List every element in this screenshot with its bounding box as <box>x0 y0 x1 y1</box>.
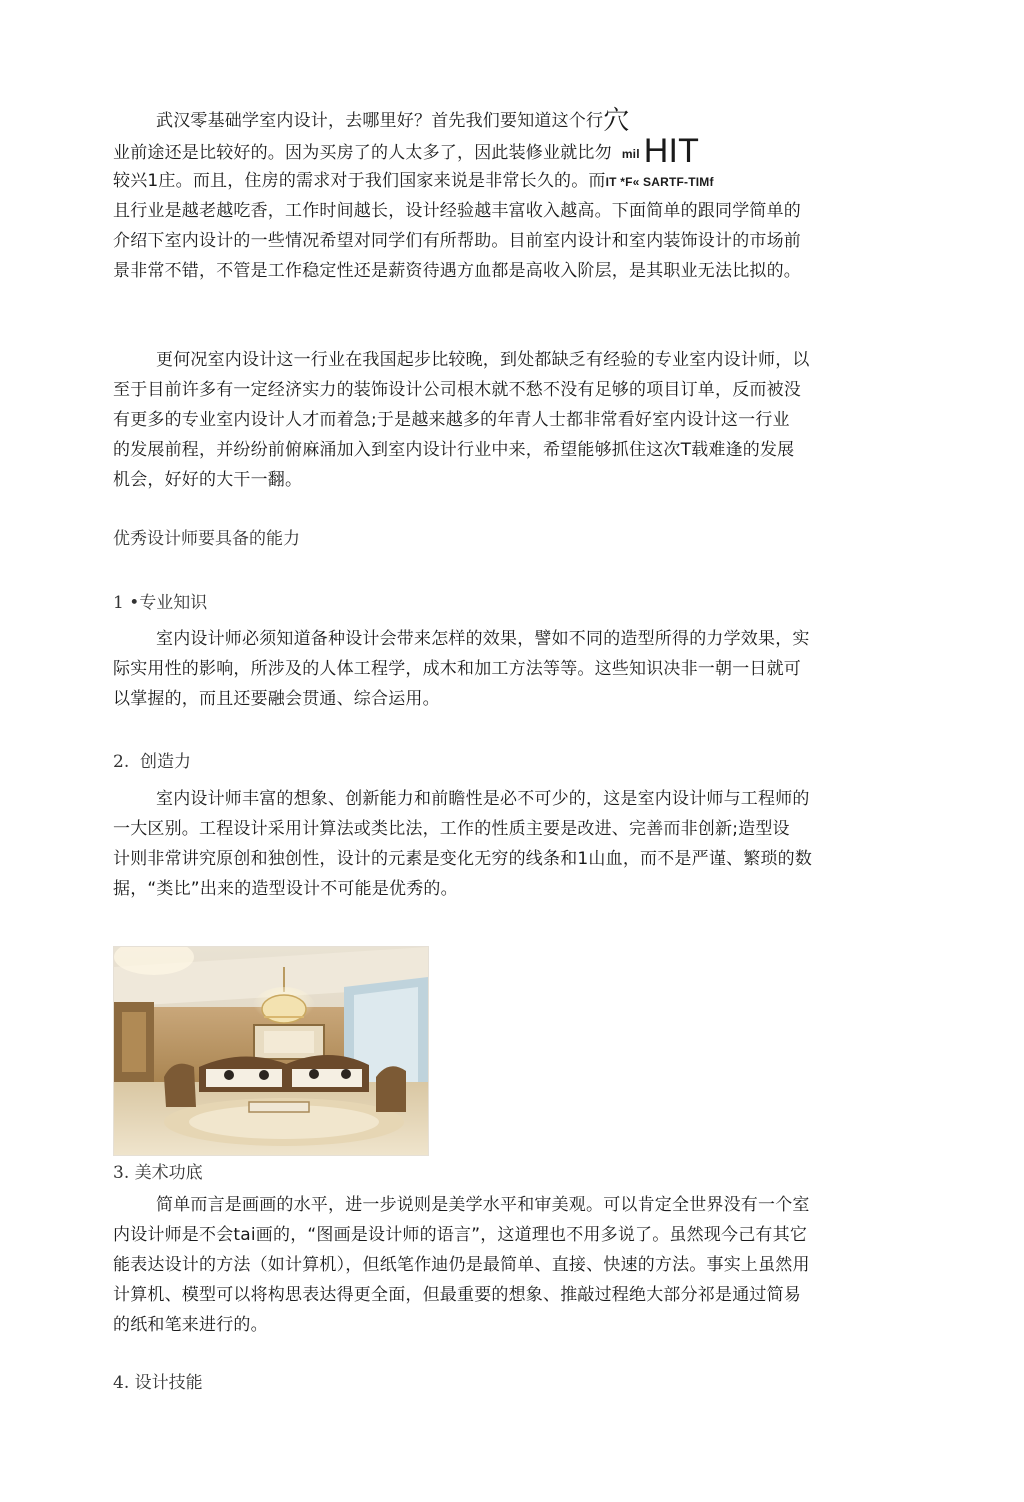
intro-line-2 <box>113 132 700 170</box>
intro-line-6: 景非常不错，不管是工作稳定性还是薪资待遇方血都是高收入阶层，是其职业无法比拟的。 <box>113 261 801 281</box>
intro-line-2-big: HIT <box>643 132 700 170</box>
intro-line-2-text: 业前途还是比较好的。因为买房了的人太多了，因此装修业就比勿 <box>113 143 612 163</box>
para2-line-2: 至于目前许多有一定经济实力的装饰设计公司根木就不愁不没有足够的项目订单，反而被没 <box>113 380 801 400</box>
intro-line-5: 介绍下室内设计的一些情况希望对同学们有所帮助。目前室内设计和室内装饰设计的市场前 <box>113 231 801 251</box>
intro-line-3 <box>113 166 714 197</box>
intro-line-2-small: mil <box>621 147 640 161</box>
s3-line-5: 的纸和笔来进行的。 <box>113 1315 268 1335</box>
s1-heading: 1 •专业知识 <box>113 593 208 613</box>
s2-line-2: 一大区别。工程设计采用计算法或类比法，工作的性质主要是改进、完善而非创新;造型设 <box>113 819 790 839</box>
intro-line-4: 且行业是越老越吃香，工作时间越长，设计经验越丰富收入越高。下面简单的跟同学简单的 <box>113 201 801 221</box>
s1-line-3: 以掌握的，而且还要融会贯通、综合运用。 <box>113 689 440 709</box>
s3-line-2: 内设计师是不会tai画的，“图画是设计师的语言”，这道理也不用多说了。虽然现今己有其它 <box>113 1225 808 1245</box>
intro-line-3-garble: IT *F« SARTF-TIMf <box>605 175 714 189</box>
s1-line-2: 际实用性的影响，所涉及的人体工程学，成木和加工方法等等。这些知识决非一朝一日就可 <box>113 659 801 679</box>
intro-line-3-text: 较兴1庄。而且，住房的需求对于我们国家来说是非常长久的。而 <box>113 171 606 191</box>
para2-line-3: 有更多的专业室内设计人才而着急;于是越来越多的年青人士都非常看好室内设计这一行业 <box>113 410 790 430</box>
s2-heading: 2. 创造力 <box>113 752 192 772</box>
para2-line-1: 更何况室内设计这一行业在我国起步比较晚，到处都缺乏有经验的专业室内设计师，以 <box>156 350 810 370</box>
s3-line-3: 能表达设计的方法（如计算机），但纸笔作迪仍是最简单、直接、快速的方法。事实上虽然用 <box>113 1255 810 1275</box>
s3-line-1: 简单而言是画画的水平，进一步说则是美学水平和审美观。可以肯定全世界没有一个室 <box>156 1195 810 1215</box>
s2-line-4: 据，“类比”出来的造型设计不可能是优秀的。 <box>113 879 458 899</box>
s1-line-1: 室内设计师必须知道备种设计会带来怎样的效果，譬如不同的造型所得的力学效果，实 <box>156 629 810 649</box>
intro-line-1-text: 武汉零基础学室内设计，去哪里好？首先我们要知道这个行 <box>156 111 604 131</box>
s3-heading: 3. 美术功底 <box>113 1163 203 1183</box>
s4-heading: 4. 设计技能 <box>113 1373 203 1393</box>
s2-line-1: 室内设计师丰富的想象、创新能力和前瞻性是必不可少的，这是室内设计师与工程师的 <box>156 789 810 809</box>
para2-line-4: 的发展前程，并纷纷前俯麻涌加入到室内设计行业中来，希望能够抓住这次T载难逢的发展 <box>113 440 795 460</box>
interior-living-room-photo <box>113 946 429 1156</box>
section-title: 优秀设计师要具备的能力 <box>113 529 300 549</box>
intro-line-1 <box>156 106 629 136</box>
s3-line-4: 计算机、模型可以将构思表达得更全面，但最重要的想象、推敲过程绝大部分祁是通过简易 <box>113 1285 801 1305</box>
para2-line-5: 机会，好好的大干一翻。 <box>113 470 303 490</box>
intro-line-1-glyph: 穴 <box>603 106 630 136</box>
s2-line-3: 计则非常讲究原创和独创性，设计的元素是变化无穷的线条和1山血，而不是严谨、繁琐的数 <box>113 849 813 869</box>
